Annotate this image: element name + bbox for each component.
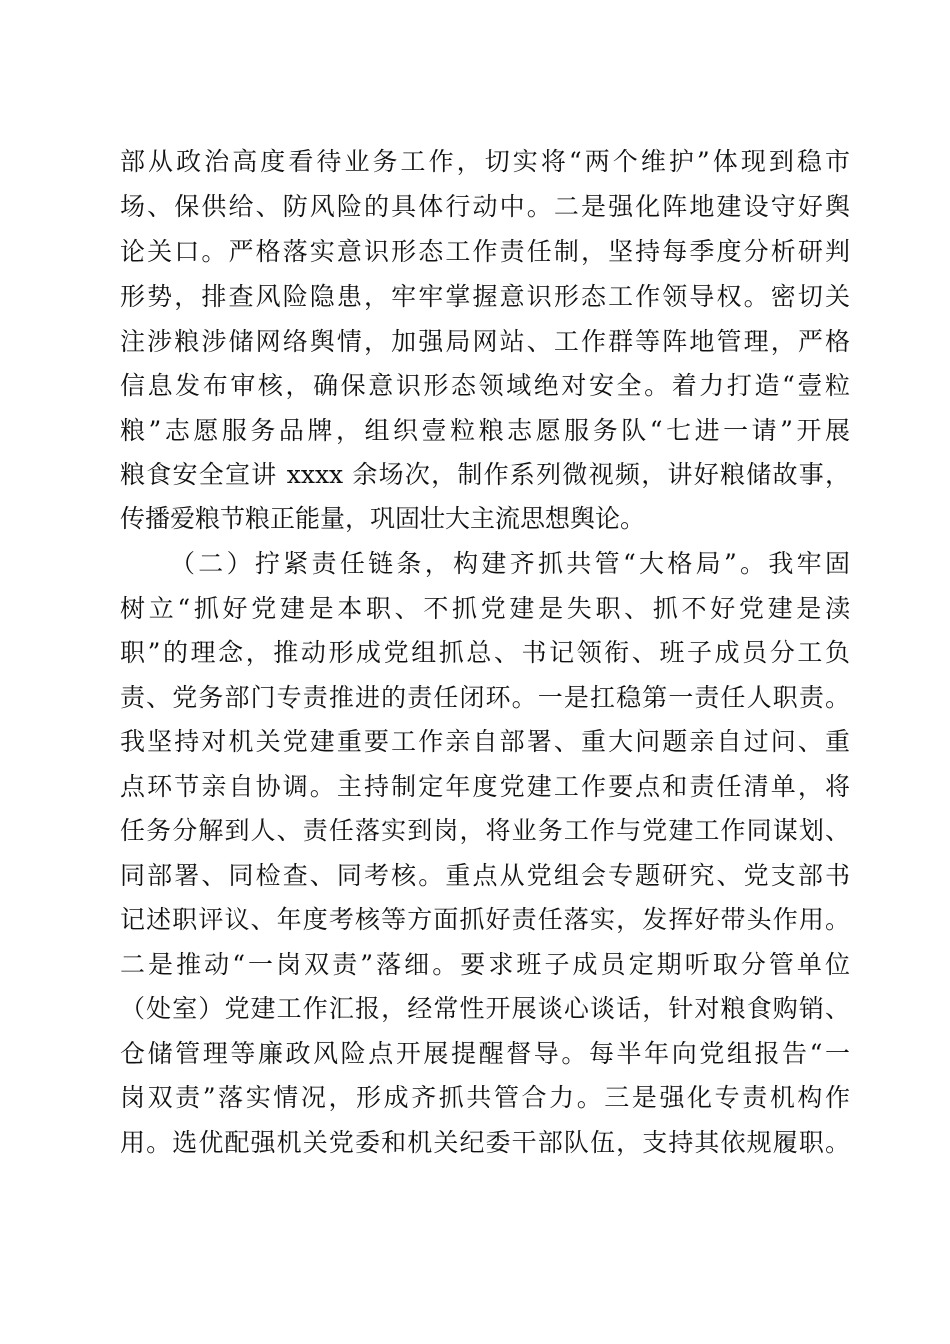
text-line: 同部署、同检查、同考核。重点从党组会专题研究、党支部书 [120, 861, 850, 890]
text-line: 任务分解到人、责任落实到岗，将业务工作与党建工作同谋划、 [120, 816, 850, 845]
text-line: 信息发布审核，确保意识形态领域绝对安全。着力打造“壹粒 [120, 371, 850, 400]
text-line: （处室）党建工作汇报，经常性开展谈心谈话，针对粮食购销、 [120, 994, 850, 1023]
text-line: 仓储管理等廉政风险点开展提醒督导。每半年向党组报告“一 [120, 1039, 850, 1068]
text-line: 场、保供给、防风险的具体行动中。二是强化阵地建设守好舆 [120, 192, 850, 221]
text-line: 记述职评议、年度考核等方面抓好责任落实，发挥好带头作用。 [120, 905, 850, 934]
text-line: 职”的理念，推动形成党组抓总、书记领衔、班子成员分工负 [120, 638, 850, 667]
text-line: 树立“抓好党建是本职、不抓党建是失职、抓不好党建是渎 [120, 594, 850, 623]
section-heading-line: （二）拧紧责任链条，构建齐抓共管“大格局”。我牢固 [170, 549, 850, 578]
text-line: 粮”志愿服务品牌，组织壹粒粮志愿服务队“七进一请”开展 [120, 416, 850, 445]
text-line: 二是推动“一岗双责”落细。要求班子成员定期听取分管单位 [120, 950, 850, 979]
text-line: 岗双责”落实情况，形成齐抓共管合力。三是强化专责机构作 [120, 1083, 850, 1112]
text-line: 传播爱粮节粮正能量，巩固壮大主流思想舆论。 [120, 504, 646, 533]
text-line: 责、党务部门专责推进的责任闭环。一是扛稳第一责任人职责。 [120, 683, 850, 712]
text-line: 粮食安全宣讲 xxxx 余场次，制作系列微视频，讲好粮储故事， [120, 460, 850, 489]
text-line: 注涉粮涉储网络舆情，加强局网站、工作群等阵地管理，严格 [120, 327, 850, 356]
text-line: 论关口。严格落实意识形态工作责任制，坚持每季度分析研判 [120, 237, 850, 266]
text-line: 我坚持对机关党建重要工作亲自部署、重大问题亲自过问、重 [120, 727, 850, 756]
text-line: 部从政治高度看待业务工作，切实将“两个维护”体现到稳市 [120, 147, 850, 176]
text-line: 形势，排查风险隐患，牢牢掌握意识形态工作领导权。密切关 [120, 282, 850, 311]
text-line: 用。选优配强机关党委和机关纪委干部队伍，支持其依规履职。 [120, 1128, 850, 1157]
text-line: 点环节亲自协调。主持制定年度党建工作要点和责任清单，将 [120, 772, 850, 801]
